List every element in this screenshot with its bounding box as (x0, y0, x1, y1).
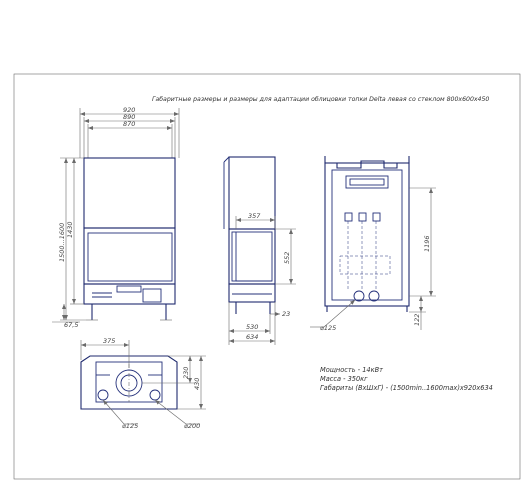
front-view (52, 106, 179, 329)
dim-375: 375 (103, 337, 116, 345)
dim-height-total: 1500...1600 (58, 222, 66, 262)
side-base (229, 284, 275, 302)
dim-230: 230 (182, 366, 190, 379)
side-view (224, 157, 296, 345)
dim-flue-diameter: ⌀125 (320, 324, 337, 332)
dim-1430: 1430 (66, 221, 74, 238)
spec-power: Мощность - 14кВт (320, 366, 383, 374)
dim-890: 890 (123, 113, 136, 121)
rear-body (325, 163, 409, 306)
rear-top-notch (325, 156, 409, 168)
rear-inlet-left (354, 291, 364, 301)
dim-357: 357 (248, 212, 261, 220)
spec-dimensions: Габариты (ВхШхГ) - (1500min..1600max)х920х634 (320, 384, 493, 392)
front-firebox (84, 228, 175, 284)
top-hole-right (150, 390, 160, 400)
dim-67-5: 67,5 (64, 321, 79, 329)
rear-inlet-right (369, 291, 379, 301)
drawing-title: Габаритные размеры и размеры для адаптации облицовки топки Delta левая со стеклом 800x600x450 (152, 96, 490, 103)
dim-hole-large: ⌀200 (184, 422, 201, 430)
top-view (81, 337, 206, 430)
dim-870: 870 (123, 120, 136, 128)
top-hole-left (98, 390, 108, 400)
dim-430: 430 (193, 377, 201, 390)
dim-hole-small: ⌀125 (122, 422, 139, 430)
dim-530: 530 (246, 323, 259, 331)
rear-view (310, 156, 436, 332)
dim-23: 23 (282, 310, 291, 318)
front-hood (84, 158, 175, 228)
dim-122: 122 (413, 313, 421, 326)
dim-1196: 1196 (423, 235, 431, 252)
specs-block (320, 366, 493, 392)
drawing-frame (14, 74, 520, 479)
dim-920: 920 (123, 106, 136, 114)
spec-mass: Масса - 350кг (320, 375, 368, 383)
dim-552: 552 (283, 251, 291, 264)
dim-634: 634 (246, 333, 259, 341)
